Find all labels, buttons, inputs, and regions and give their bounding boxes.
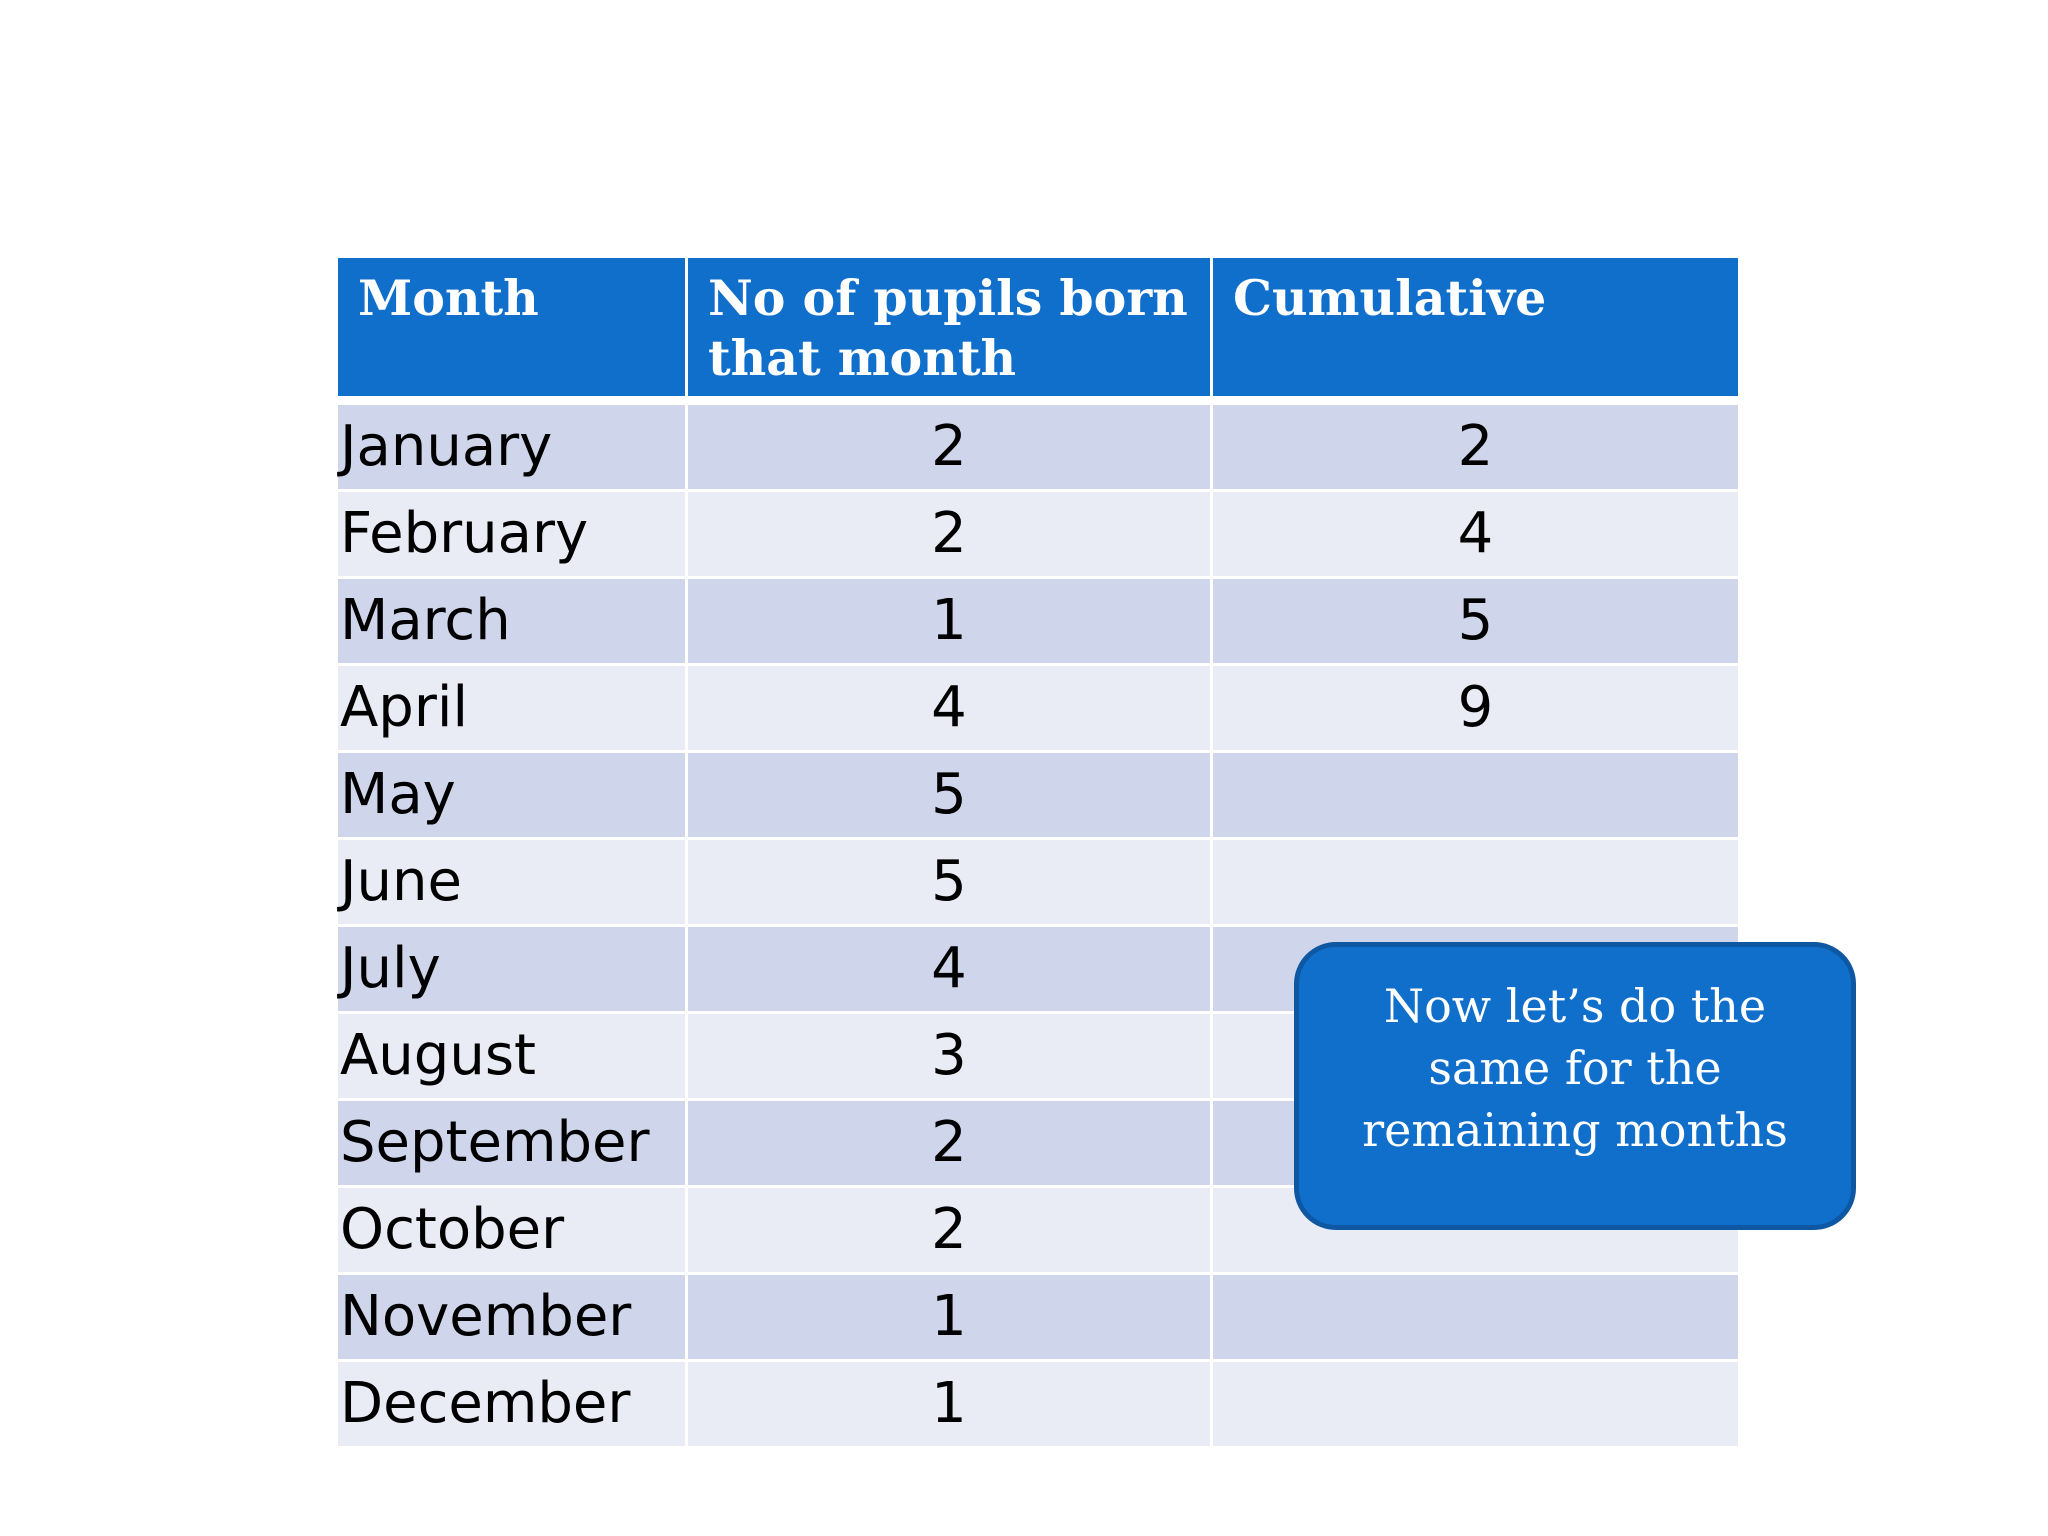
pupils-cell: 2 bbox=[688, 1101, 1213, 1188]
month-cell: May bbox=[338, 753, 688, 840]
callout-text: Now let’s do the same for the remaining months bbox=[1362, 979, 1788, 1157]
month-cell: August bbox=[338, 1014, 688, 1101]
cumulative-cell: 9 bbox=[1213, 666, 1738, 753]
cumulative-cell bbox=[1213, 1275, 1738, 1362]
table-row bbox=[338, 1362, 1738, 1449]
cumulative-cell: 5 bbox=[1213, 579, 1738, 666]
table-row bbox=[338, 492, 1738, 579]
cumulative-cell bbox=[1213, 840, 1738, 927]
table-row bbox=[338, 666, 1738, 753]
pupils-cell: 4 bbox=[688, 927, 1213, 1014]
cumulative-cell: 4 bbox=[1213, 492, 1738, 579]
pupils-cell: 1 bbox=[688, 1275, 1213, 1362]
month-cell: February bbox=[338, 492, 688, 579]
table-row bbox=[338, 405, 1738, 492]
month-cell: June bbox=[338, 840, 688, 927]
table-row bbox=[338, 753, 1738, 840]
month-cell: December bbox=[338, 1362, 688, 1449]
month-cell: October bbox=[338, 1188, 688, 1275]
cumulative-cell: 2 bbox=[1213, 405, 1738, 492]
month-cell: April bbox=[338, 666, 688, 753]
table-row bbox=[338, 579, 1738, 666]
pupils-cell: 5 bbox=[688, 840, 1213, 927]
month-cell: July bbox=[338, 927, 688, 1014]
month-cell: March bbox=[338, 579, 688, 666]
pupils-cell: 2 bbox=[688, 492, 1213, 579]
header-month: Month bbox=[338, 258, 688, 405]
table-header-row bbox=[338, 258, 1738, 405]
header-pupils: No of pupils born that month bbox=[688, 258, 1213, 405]
cumulative-cell bbox=[1213, 1362, 1738, 1449]
pupils-cell: 2 bbox=[688, 405, 1213, 492]
month-cell: January bbox=[338, 405, 688, 492]
pupils-cell: 3 bbox=[688, 1014, 1213, 1101]
pupils-cell: 5 bbox=[688, 753, 1213, 840]
header-cumulative: Cumulative bbox=[1213, 258, 1738, 405]
month-cell: September bbox=[338, 1101, 688, 1188]
cumulative-cell bbox=[1213, 753, 1738, 840]
pupils-table bbox=[338, 258, 1738, 1449]
pupils-cell: 1 bbox=[688, 579, 1213, 666]
table-row bbox=[338, 1275, 1738, 1362]
pupils-cell: 1 bbox=[688, 1362, 1213, 1449]
pupils-cell: 2 bbox=[688, 1188, 1213, 1275]
month-cell: November bbox=[338, 1275, 688, 1362]
callout-box bbox=[1294, 942, 1856, 1230]
pupils-cell: 4 bbox=[688, 666, 1213, 753]
table-row bbox=[338, 840, 1738, 927]
